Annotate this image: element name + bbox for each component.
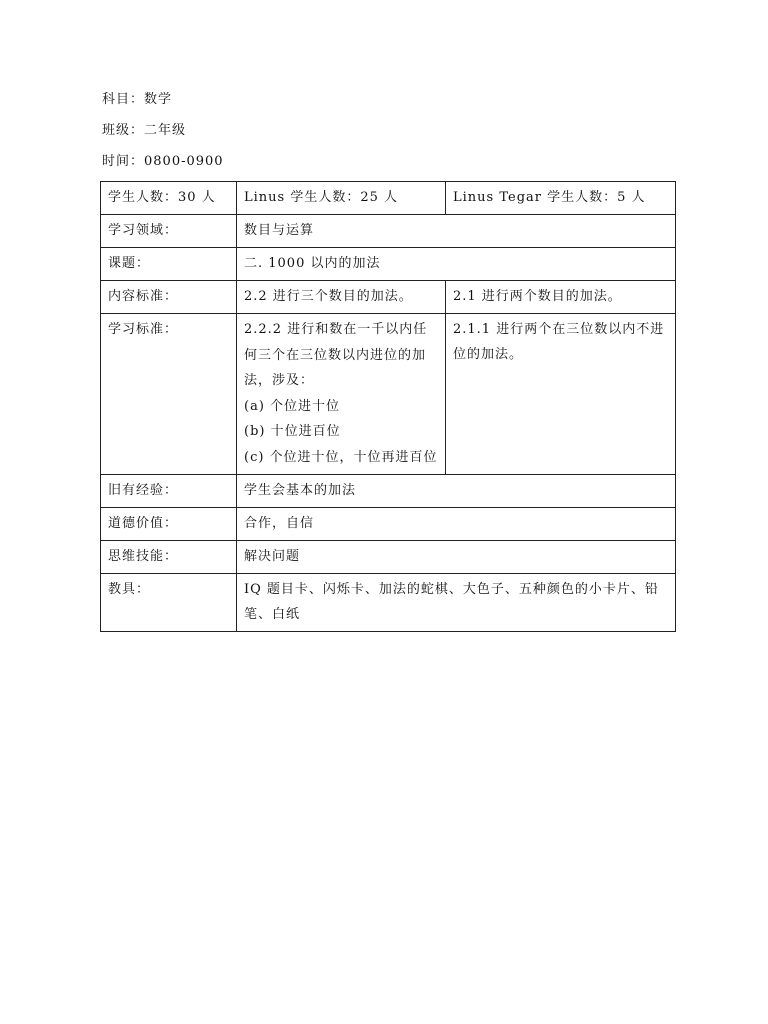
thinking-skills-label: 思维技能： [101,541,237,574]
learning-standard-b: 2.1.1 进行两个在三位数以内不进位的加法。 [446,314,676,475]
content-standard-a: 2.2 进行三个数目的加法。 [237,281,446,314]
table-row [101,182,676,215]
learning-standard-a [237,314,446,475]
table-row [101,248,676,281]
table-row [101,215,676,248]
learning-area-label: 学习领域： [101,215,237,248]
students-linus-cell: Linus 学生人数：25 人 [237,182,446,215]
learning-standard-a-item: (c) 个位进十位，十位再进百位 [244,449,438,465]
table-row [101,475,676,508]
moral-values-value: 合作，自信 [237,508,676,541]
teaching-aids-label: 教具： [101,574,237,632]
topic-label: 课题： [101,248,237,281]
content-standard-b: 2.1 进行两个数目的加法。 [446,281,676,314]
class-line: 班级：二年级 [102,123,187,138]
table-row [101,314,676,475]
time-line: 时间：0800-0900 [102,154,224,169]
students-linus-tegar-cell: Linus Tegar 学生人数：5 人 [446,182,676,215]
table-row [101,508,676,541]
table-row [101,281,676,314]
prior-knowledge-label: 旧有经验： [101,475,237,508]
learning-standard-a-item: (a) 个位进十位 [244,398,341,414]
topic-value: 二. 1000 以内的加法 [237,248,676,281]
learning-standard-label: 学习标准： [101,314,237,475]
moral-values-label: 道德价值： [101,508,237,541]
learning-standard-a-intro: 2.2.2 进行和数在一千以内任何三个在三位数以内进位的加法，涉及： [244,322,428,388]
learning-area-value: 数目与运算 [237,215,676,248]
lesson-plan-table [100,181,676,632]
students-total-cell: 学生人数：30 人 [101,182,237,215]
prior-knowledge-value: 学生会基本的加法 [237,475,676,508]
table-row [101,574,676,632]
teaching-aids-value: IQ 题目卡、闪烁卡、加法的蛇棋、大色子、五种颜色的小卡片、铅笔、白纸 [237,574,676,632]
table-row [101,541,676,574]
subject-line: 科目：数学 [102,92,173,107]
thinking-skills-value: 解决问题 [237,541,676,574]
content-standard-label: 内容标准： [101,281,237,314]
learning-standard-a-item: (b) 十位进百位 [244,424,341,439]
